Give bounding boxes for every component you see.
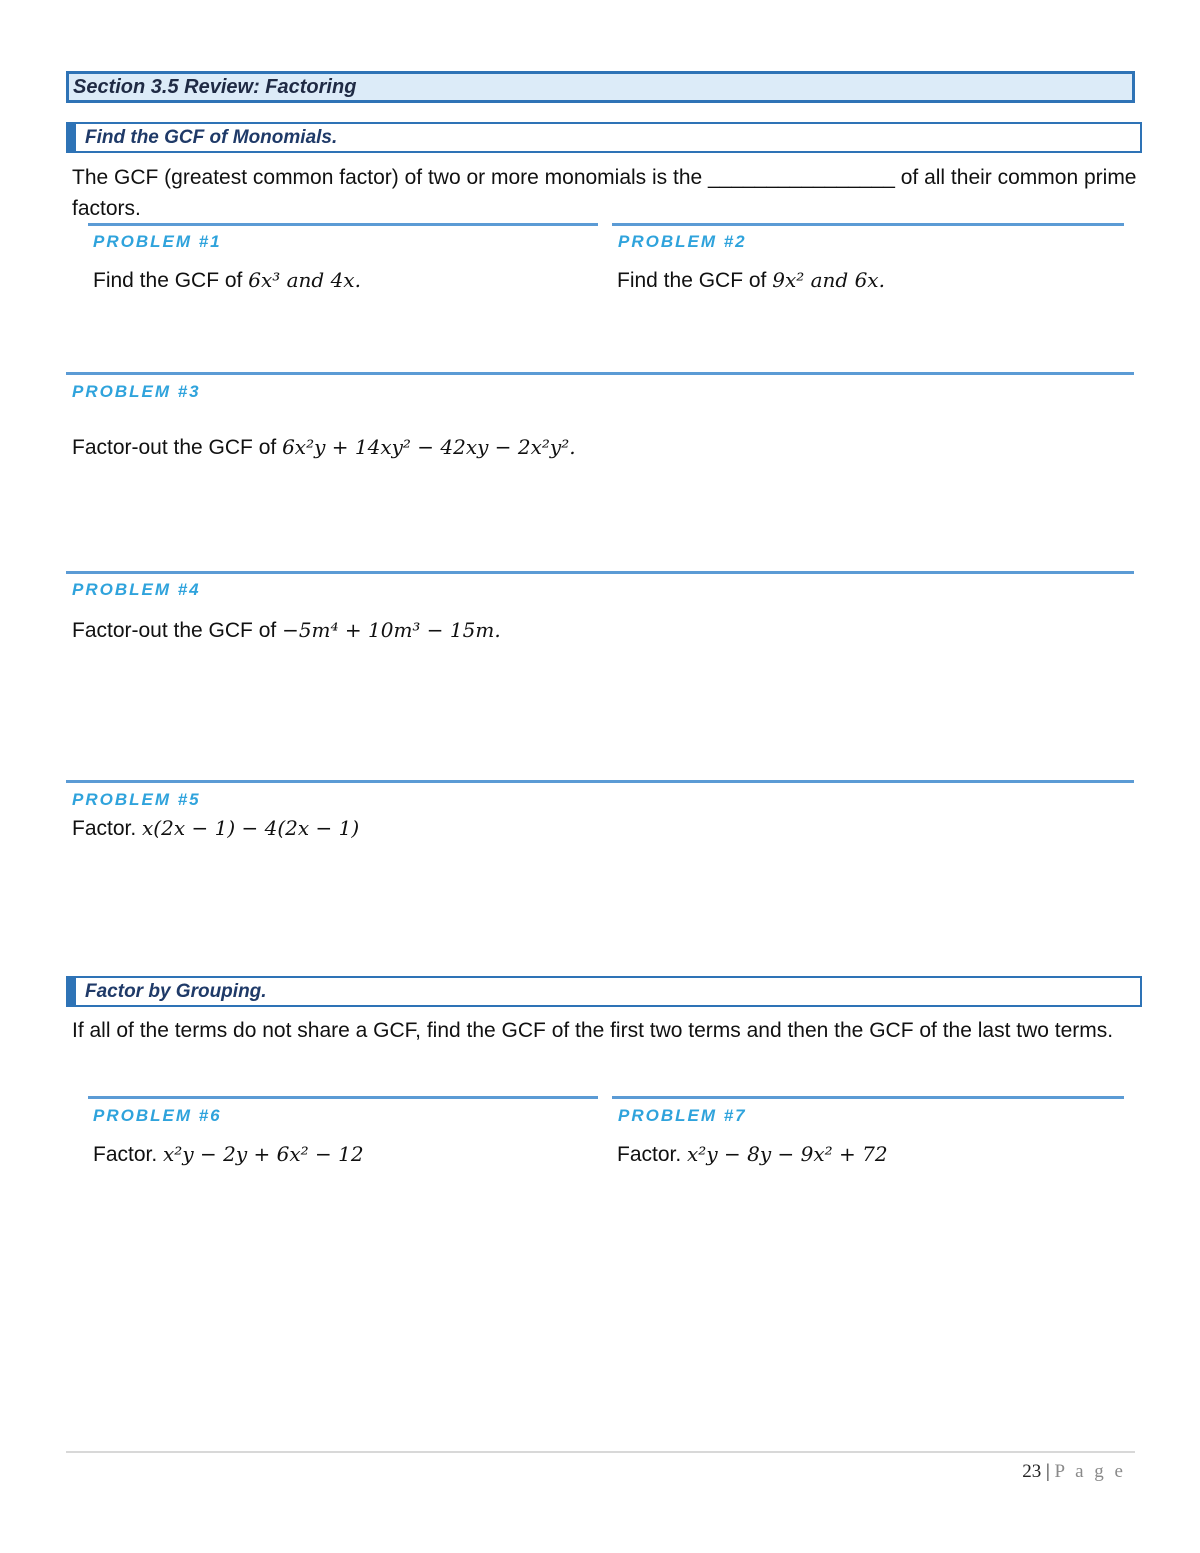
problem-1-label: PROBLEM #1 bbox=[93, 232, 222, 251]
problem-5-expression: x(2x − 1) − 4(2x − 1) bbox=[142, 816, 360, 840]
footer-separator: | bbox=[1045, 1461, 1050, 1482]
problem-5-text bbox=[72, 815, 359, 842]
problem-6-expression: x²y − 2y + 6x² − 12 bbox=[163, 1142, 364, 1166]
heading-factor-by-grouping: Factor by Grouping. bbox=[66, 976, 1142, 1007]
problem-2-expression: 9x² and 6x. bbox=[772, 268, 885, 292]
footer-rule bbox=[66, 1451, 1135, 1453]
problem-4-prefix: Factor-out the GCF of bbox=[72, 619, 283, 642]
problem-1-text bbox=[93, 267, 361, 294]
problem-7-rule bbox=[612, 1096, 1124, 1099]
problem-3-expression: 6x²y + 14xy² − 42xy − 2x²y². bbox=[282, 435, 576, 459]
page-number: 23 bbox=[1022, 1461, 1042, 1482]
problem-5-rule bbox=[66, 780, 1134, 783]
problem-3-label: PROBLEM #3 bbox=[72, 382, 201, 401]
problem-2-prefix: Find the GCF of bbox=[617, 269, 773, 292]
problem-3-prefix: Factor-out the GCF of bbox=[72, 436, 283, 459]
problem-5-prefix: Factor. bbox=[72, 817, 143, 840]
grouping-intro-text: If all of the terms do not share a GCF, find the GCF of the first two terms and then the GCF of the last two terms. bbox=[72, 1019, 1114, 1042]
problem-6-label: PROBLEM #6 bbox=[93, 1106, 222, 1125]
problem-2-rule bbox=[612, 223, 1124, 226]
problem-1-prefix: Find the GCF of bbox=[93, 269, 249, 292]
page-word: P a g e bbox=[1054, 1461, 1126, 1482]
problem-1-expression: 6x³ and 4x. bbox=[248, 268, 361, 292]
problem-7-prefix: Factor. bbox=[617, 1143, 688, 1166]
problem-3-rule bbox=[66, 372, 1134, 375]
problem-4-label: PROBLEM #4 bbox=[72, 580, 201, 599]
problem-4-rule bbox=[66, 571, 1134, 574]
problem-4-text bbox=[72, 617, 501, 644]
problem-4-expression: −5m⁴ + 10m³ − 15m. bbox=[282, 618, 501, 642]
heading-gcf-monomials: Find the GCF of Monomials. bbox=[66, 122, 1142, 153]
problem-3-text bbox=[72, 434, 576, 461]
gcf-definition-text: The GCF (greatest common factor) of two or more monomials is the ________________ of all their common prime factors. bbox=[72, 166, 1137, 220]
problem-6-text bbox=[93, 1141, 364, 1168]
page-footer bbox=[1022, 1461, 1126, 1483]
problem-5-label: PROBLEM #5 bbox=[72, 790, 201, 809]
problem-7-expression: x²y − 8y − 9x² + 72 bbox=[687, 1142, 888, 1166]
problem-2-text bbox=[617, 267, 885, 294]
problem-7-text bbox=[617, 1141, 888, 1168]
problem-6-prefix: Factor. bbox=[93, 1143, 164, 1166]
problem-7-label: PROBLEM #7 bbox=[618, 1106, 747, 1125]
section-title: Section 3.5 Review: Factoring bbox=[66, 71, 1135, 103]
problem-6-rule bbox=[88, 1096, 598, 1099]
problem-2-label: PROBLEM #2 bbox=[618, 232, 747, 251]
problem-1-rule bbox=[88, 223, 598, 226]
